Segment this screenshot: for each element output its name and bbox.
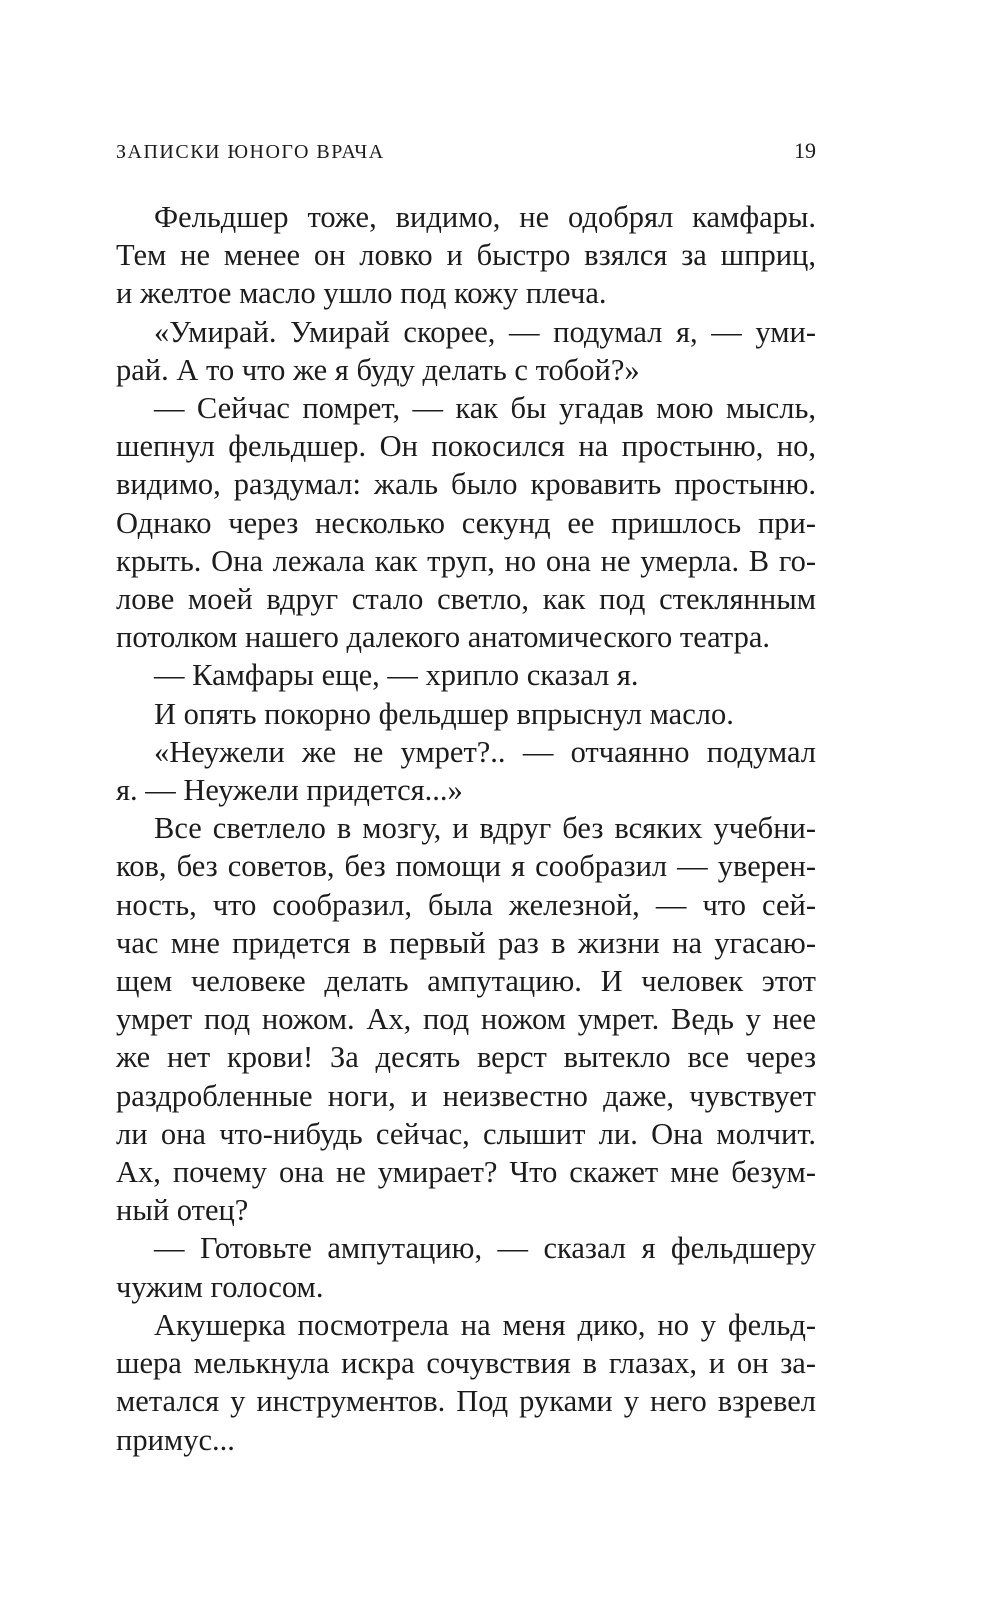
text-line: — Сейчас помрет, — как бы угадав мою мысль, bbox=[154, 391, 816, 426]
text-line: рай. А то что же я буду делать с тобой?» bbox=[116, 352, 640, 387]
text-line: Фельдшер тоже, видимо, не одобрял камфары. bbox=[154, 200, 816, 234]
text-line: час мне придется в первый раз в жизни на угасаю- bbox=[116, 925, 816, 960]
text-line: видимо, раздумал: жаль было кровавить простыню. bbox=[116, 467, 816, 502]
text-line: шера мелькнула искра сочувствия в глазах, и он за- bbox=[116, 1346, 816, 1381]
text-line: Тем не менее он ловко и быстро взялся за шприц, bbox=[116, 238, 816, 273]
text-line: метался у инструментов. Под руками у него взревел bbox=[116, 1384, 816, 1419]
text-line: «Неужели же не умрет?.. — отчаянно подумал bbox=[154, 734, 816, 769]
text-line: ный отец? bbox=[116, 1193, 249, 1228]
text-line: шепнул фельдшер. Он покосился на простыню, но, bbox=[116, 429, 816, 464]
text-line: — Готовьте ампутацию, — сказал я фельдшеру bbox=[154, 1231, 816, 1266]
text-line: щем человеке делать ампутацию. И человек этот bbox=[116, 964, 816, 999]
text-line: примус... bbox=[116, 1422, 235, 1457]
text-line: лове моей вдруг стало светло, как под стеклянным bbox=[116, 582, 816, 617]
text-line: умрет под ножом. Ах, под ножом умрет. Ведь у нее bbox=[116, 1002, 816, 1037]
text-line: И опять покорно фельдшер впрыснул масло. bbox=[154, 696, 734, 731]
text-line: «Умирай. Умирай скорее, — подумал я, — уми- bbox=[154, 314, 816, 349]
text-line: ли она что-нибудь сейчас, слышит ли. Она молчит. bbox=[116, 1116, 816, 1151]
text-line: я. — Неужели придется...» bbox=[116, 773, 463, 808]
text-line: Все светлело в мозгу, и вдруг без всяких учебни- bbox=[154, 811, 816, 846]
text-line: ков, без советов, без помощи я сообразил — уверен- bbox=[116, 849, 816, 884]
running-head bbox=[116, 138, 816, 170]
text-line: Однако через несколько секунд ее пришлось при- bbox=[116, 505, 816, 540]
text-line: раздробленные ноги, и неизвестно даже, чувствует bbox=[116, 1078, 816, 1113]
text-line: чужим голосом. bbox=[116, 1269, 324, 1304]
text-line: Акушерка посмотрела на меня дико, но у фельд- bbox=[154, 1307, 816, 1342]
text-line: ность, что сообразил, была железной, — что сей- bbox=[116, 887, 816, 922]
text-line: Ах, почему она не умирает? Что скажет мне безум- bbox=[116, 1155, 816, 1190]
text-line: потолком нашего далекого анатомического театра. bbox=[116, 620, 771, 655]
page-number: 19 bbox=[794, 138, 816, 163]
text-line: крыть. Она лежала как труп, но она не умерла. В го- bbox=[116, 543, 816, 578]
body-text bbox=[116, 198, 816, 1459]
text-line: же нет крови! За десять верст вытекло все через bbox=[116, 1040, 816, 1075]
text-line: — Камфары еще, — хрипло сказал я. bbox=[154, 658, 639, 693]
text-line: и желтое масло ушло под кожу плеча. bbox=[116, 276, 607, 311]
running-title: ЗАПИСКИ ЮНОГО ВРАЧА bbox=[116, 141, 385, 163]
